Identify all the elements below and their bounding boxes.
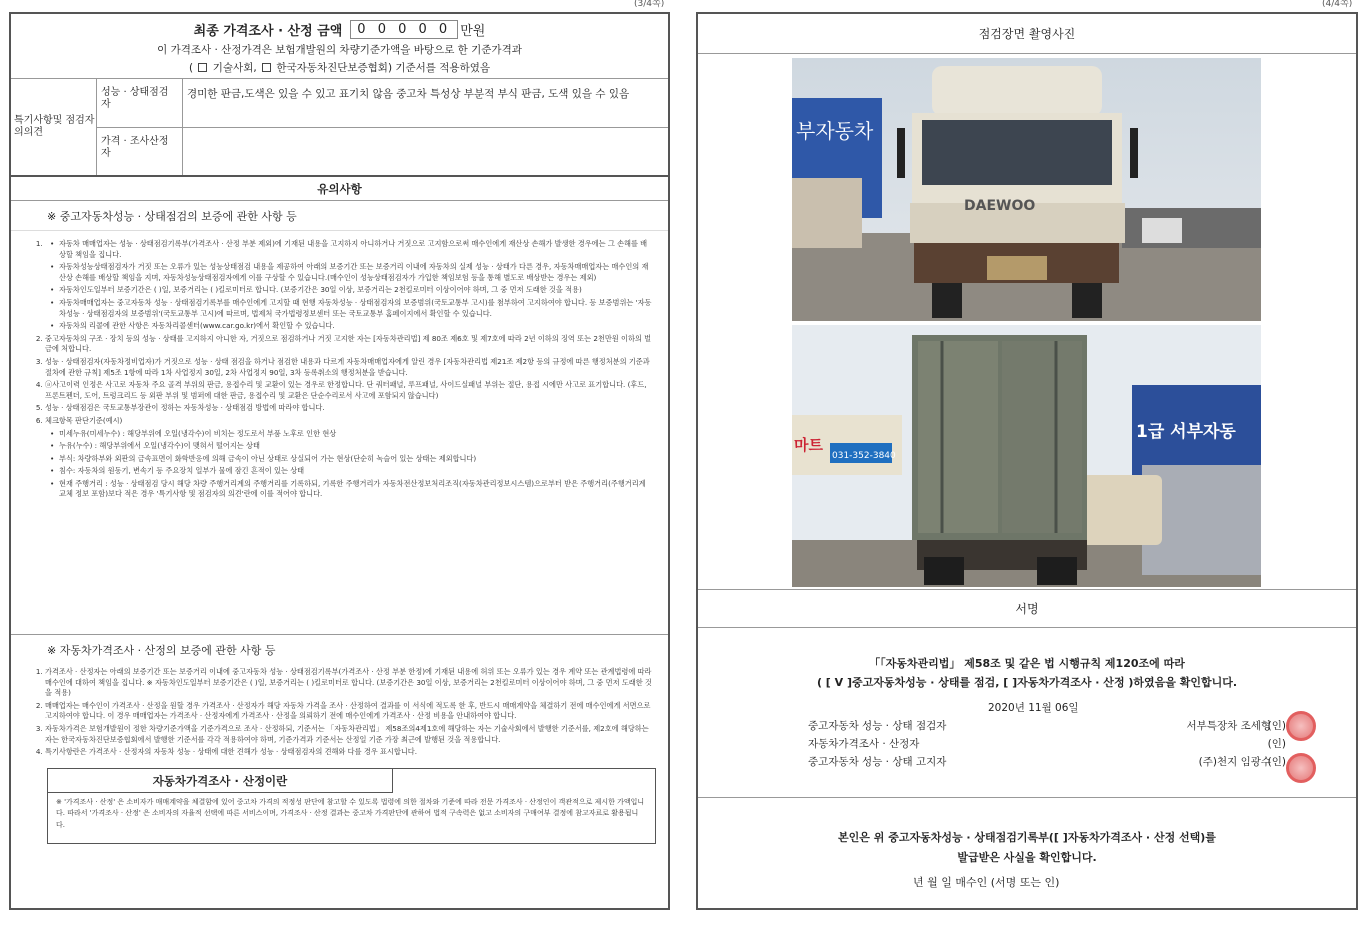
inspector-seal-stamp-icon (1286, 711, 1316, 741)
final-price-unit: 만원 (460, 24, 486, 39)
confirmation-line: ( [ V ]중고자동차성능 · 상태를 점검, [ ]자동차가격조사 · 산정 )하였음을 확인합니다. (816, 676, 1238, 689)
notifier-seal-label: (인) (1267, 756, 1286, 768)
signature-section-title: 서명 (698, 590, 1356, 628)
section-appraisal-warranty-title: ※ 자동차가격조사 · 산정의 보증에 관한 사항 등 (47, 644, 276, 657)
final-price-amount[interactable]: 0 0 0 0 0 (350, 20, 458, 39)
list-item: 4. ⓐ사고이력 인정은 사고로 자동차 주요 골격 부위의 판금, 용접수리 및 교환이 있는 경우로 한정합니다. 단 쿼터패널, 루프패널, 사이드실패널 부위는 절단, 용접 시에만 사고로 표기합니다. (후드, 프론트펜더, 도어, 트렁크리드 등 외판 부위 및 범퍼에 대한 판금, 용접수리 및 교환은 단순수리로서 사고에 포함되지 않습니다) (45, 380, 652, 401)
sign-date: 2020년 11월 06일 (988, 702, 1079, 714)
list-item: • 자동차매매업자는 중고자동차 성능 · 상태점검기록부를 매수인에게 고지할 때 현행 자동차성능 · 상태점검자의 보증범위(국토교통부 고시)를 첨부하여 고지하여야 합니다. 등 보증범위는 '자동차성능 · 상태점검자의 보증범위'(국토교통부 고시)에 따르며, 법제처 국가법령정보센터 또는 국토교통부 홈페이지에서 확인할 수 있습니다. (59, 298, 652, 319)
signature-section (698, 628, 1356, 798)
shop-sign-mart: 마트 (794, 436, 823, 454)
section-inspection-warranty-title: ※ 중고자동차성능 · 상태점검의 보증에 관한 사항 등 (11, 201, 668, 231)
truck-rear-photo (792, 325, 1261, 587)
page-left (9, 12, 670, 910)
list-item: • 현재 주행거리 : 성능 · 상태점검 당시 해당 차량 주행거리계의 주행거리를 기록하되, 기록한 주행거리가 자동차전산정보처리조직(자동차관리정보시스템)으로부터 받은 주행거리(주행거리계 교체 정보 포함)보다 적은 경우 '특기사항 및 점검자의 의견'란에 이를 적어야 합니다. (59, 479, 652, 500)
list-item: • 미세누유(미세누수) : 해당부위에 오일(냉각수)이 비치는 정도로서 부품 노후로 인한 현상 (59, 429, 652, 440)
section-appraisal-warranty-body (11, 665, 668, 764)
definition-box (47, 768, 656, 844)
definition-text: ※ '가격조사 · 산정' 은 소비자가 매매계약을 체결함에 있어 중고차 가격의 적정성 판단에 참고할 수 있도록 법령에 의한 절차와 기준에 따라 전문 가격조사 · 산정인이 객관적으로 제시한 가액입니다. 따라서 '가격조사 · 산정' 은 소비자의 자율적 선택에 따른 서비스이며, 가격조사 · 산정 결과는 중고차 가격판단에 관하여 법적 구속력은 없고 소비자의 구매여부 결정에 참고자료로 활용됩니다. (56, 797, 645, 829)
list-item: • 자동차인도일부터 보증기간은 ( )일, 보증거리는 ( )킬로미터로 합니다. (보증기간은 30일 이상, 보증거리는 2천킬로미터 이상이어야 하며, 그 중 먼저 도래한 것을 적용) (59, 285, 652, 296)
truck-front-photo (792, 58, 1261, 321)
list-item: 6. 체크항목 판단기준(예시) • 미세누유(미세누수) : 해당부위에 오일(냉각수)이 비치는 정도로서 부품 노후로 인한 현상 • 누유(누수) : 해당부위에서 오일(냉각수)이 맺혀서 떨어지는 상태 • 부식: 차량하부와 외판의 금속표면이 화학반응에 의해 금속이 아닌 상태로 상실되어 가는 현상(단순히 녹슬어 있는 상태는 제외합니다) • 침수: 자동차의 원동기, 변속기 등 주요장치 일부가 물에 잠긴 흔적이 있는 상태 • 현재 주행거리 : 성능 · 상태점검 당시 해당 차량 주행거리계의 주행거리를 기록하되, 기록한 주행거리가 자동차전산정보처리조직(자동차관리정보시스템)으로부터 받은 주행거리(주행거리계 교체 정보 포함)보다 적은 경우 '특기사항 및 점검자의 의견'란에 이를 적어야 합니다. (45, 416, 652, 500)
inspector-opinion: 경미한 판금,도색은 있을 수 있고 표기치 않음 중고차 특성상 부분적 부식 판금, 도색 있을 수 있음 (187, 88, 630, 100)
list-item: 1. 가격조사 · 산정자는 아래의 보증기간 또는 보증거리 이내에 중고자동차 성능 · 상태점검기록부(가격조사 · 산정 부분 한정)에 기재된 내용에 허위 또는 오류가 있는 경우 계약 또는 관계법령에 따라 매수인에 대하여 책임을 집니다. ※ 자동차인도일부터 보증기간은 ( )일, 보증거리는 ( )킬로미터로 합니다. (보증기간은 30일 이상, 보증거리는 2천킬로미터 이상이어야 하며, 그 중 먼저 도래한 것을 적용) (45, 667, 652, 699)
inspector-name: 서부특장차 조세형 (1186, 720, 1271, 732)
page-number-left: (3/4쪽) (634, 0, 665, 9)
shop-sign-seobu: 1급 서부자동 (1136, 422, 1236, 442)
final-price-note: 이 가격조사 · 산정가격은 보험개발원의 차량기준가액을 바탕으로 한 기준가격과 (157, 44, 522, 56)
list-item: 2. 매매업자는 매수인이 가격조사 · 산정을 원할 경우 가격조사 · 산정자가 해당 자동차 가격을 조사 · 산정하여 결과를 이 서식에 적도록 한 후, 반드시 매매계약을 체결하기 전에 매수인에게 서면으로 고지하여야 합니다. 이 경우 매매업자는 가격조사 · 산정자에게 가격조사 · 산정을 의뢰하기 전에 매수인에게 가격조사 · 산정 비용을 안내하여야 합니다. (45, 701, 652, 722)
notifier-name: (주)천지 임광수 (1198, 756, 1271, 768)
page-number-right: (4/4쪽) (1322, 0, 1353, 9)
list-item: 4. 특기사항란은 가격조사 · 산정자의 자동차 성능 · 상태에 대한 견해가 성능 · 상태점검자의 견해와 다를 경우 표시합니다. (45, 747, 652, 758)
buyer-signature-line[interactable]: 년 월 일 매수인 (서명 또는 인) (913, 876, 1060, 889)
notice-title: 유의사항 (11, 177, 668, 201)
final-price-standard: ( 기술사회, 한국자동차진단보증협회) 기준서를 적용하였음 (188, 62, 491, 74)
list-item: 5. 성능 · 상태점검은 국토교통부장관이 정하는 자동차성능 · 상태점검 방법에 따라야 합니다. (45, 403, 652, 414)
checkbox-kadia[interactable] (262, 63, 271, 72)
appraiser-opinion (183, 128, 668, 176)
list-item: • 자동차성능상태점검자가 거짓 또는 오류가 있는 성능상태점검 내용을 제공하여 아래의 보증기간 또는 보증거리 이내에 자동차의 실제 성능 · 상태가 다른 경우, 자동차매매업자는 매수인의 재산상 손해를 배상할 책임을 지며, 자동차성능상태점검자에게 이를 구상할 수 있습니다.(매수인이 성능상태점검자가 가입한 책임보험 등을 통해 별도로 배상받는 경우는 제외) (59, 262, 652, 283)
notifier-role: 중고자동차 성능 · 상태 고지자 (808, 756, 947, 768)
section-inspection-warranty-body (11, 231, 668, 634)
final-price-section (11, 14, 668, 79)
list-item: 2. 중고자동차의 구조 · 장치 등의 성능 · 상태를 고지하지 아니한 자, 거짓으로 점검하거나 거짓 고지한 자는 [자동차관리법] 제 80조 제6호 및 제7호에 따라 2년 이하의 징역 또는 2천만원 이하의 벌금에 처합니다. (45, 334, 652, 355)
inspector-role: 중고자동차 성능 · 상태 점검자 (808, 720, 947, 732)
inspector-seal-label: (인) (1267, 720, 1286, 732)
opinion-section (11, 79, 668, 177)
buyer-confirmation: 본인은 위 중고자동차성능 · 상태점검기록부([ ]자동차가격조사 · 산정 선택)를 발급받은 사실을 확인합니다. (838, 831, 1216, 864)
list-item: • 부식: 차량하부와 외판의 금속표면이 화학반응에 의해 금속이 아닌 상태로 상실되어 가는 현상(단순히 녹슬어 있는 상태는 제외합니다) (59, 454, 652, 465)
notifier-seal-stamp-icon (1286, 753, 1316, 783)
appraiser-role: 자동차가격조사 · 산정자 (808, 738, 920, 750)
list-item: 3. 성능 · 상태점검자(자동차정비업자)가 거짓으로 성능 · 상태 점검을 하거나 점검한 내용과 다르게 자동차매매업자에게 알린 경우 [자동차관리법 제21조 제2항 등의 규정에 따른 행정처분의 기준과 절차에 관한 규칙] 제5조 1항에 따라 1차 사업정지 30일, 2차 사업정지 90일, 3차 등록취소의 행정처분을 받습니다. (45, 357, 652, 378)
list-item: • 누유(누수) : 해당부위에서 오일(냉각수)이 맺혀서 떨어지는 상태 (59, 441, 652, 452)
checkbox-engineers-society[interactable] (198, 63, 207, 72)
legal-basis-line: 「「자동차관리법」 제58조 및 같은 법 시행규칙 제120조에 따라 (869, 657, 1185, 670)
shop-sign-text: 부자동차 (796, 119, 874, 143)
list-item: • 자동차의 리콜에 관한 사항은 자동차리콜센터(www.car.go.kr)에서 확인할 수 있습니다. (59, 321, 652, 332)
definition-title: 자동차가격조사 · 산정이란 (48, 769, 393, 793)
truck-brand-text: DAEWOO (964, 198, 1036, 214)
appraiser-label: 가격 · 조사산정자 (97, 128, 183, 176)
opinion-head: 특기사항및 점검자의의견 (11, 79, 97, 175)
list-item: 3. 자동차가격은 보험개발원이 정한 차량기준가액을 기준가격으로 조사 · 산정하되, 기준서는 「자동차관리법」 제58조의4제1호에 해당하는 자는 기술사회에서 발행한 기준서를, 제2호에 해당하는 자는 한국자동차진단보증협회에서 발행한 기준서를 각각 적용하여야 하며, 기준가격과 기준서는 산정일 기준 가장 최근에 발행된 것을 적용합니다. (45, 724, 652, 745)
shop-sign-phone: 031-352-3840 (832, 451, 896, 461)
inspector-label: 성능 · 상태점검자 (97, 79, 183, 127)
appraiser-seal-label: (인) (1267, 738, 1286, 750)
photo-area (698, 54, 1356, 590)
list-item (45, 239, 652, 332)
final-price-title: 최종 가격조사 · 산정 금액 (193, 24, 343, 39)
photo-section-title: 점검장면 촬영사진 (698, 14, 1356, 54)
list-item: • 1. 자동차 매매업자는 성능 · 상태점검기록부(가격조사 · 산정 부분 제외)에 기재된 내용을 고지하지 아니하거나 거짓으로 고지함으로써 매수인에게 재산상 손해가 발생한 경우에는 그 손해를 배상할 책임을 집니다. (59, 239, 652, 260)
list-item: • 침수: 자동차의 원동기, 변속기 등 주요장치 일부가 물에 잠긴 흔적이 있는 상태 (59, 466, 652, 477)
page-right (696, 12, 1358, 910)
